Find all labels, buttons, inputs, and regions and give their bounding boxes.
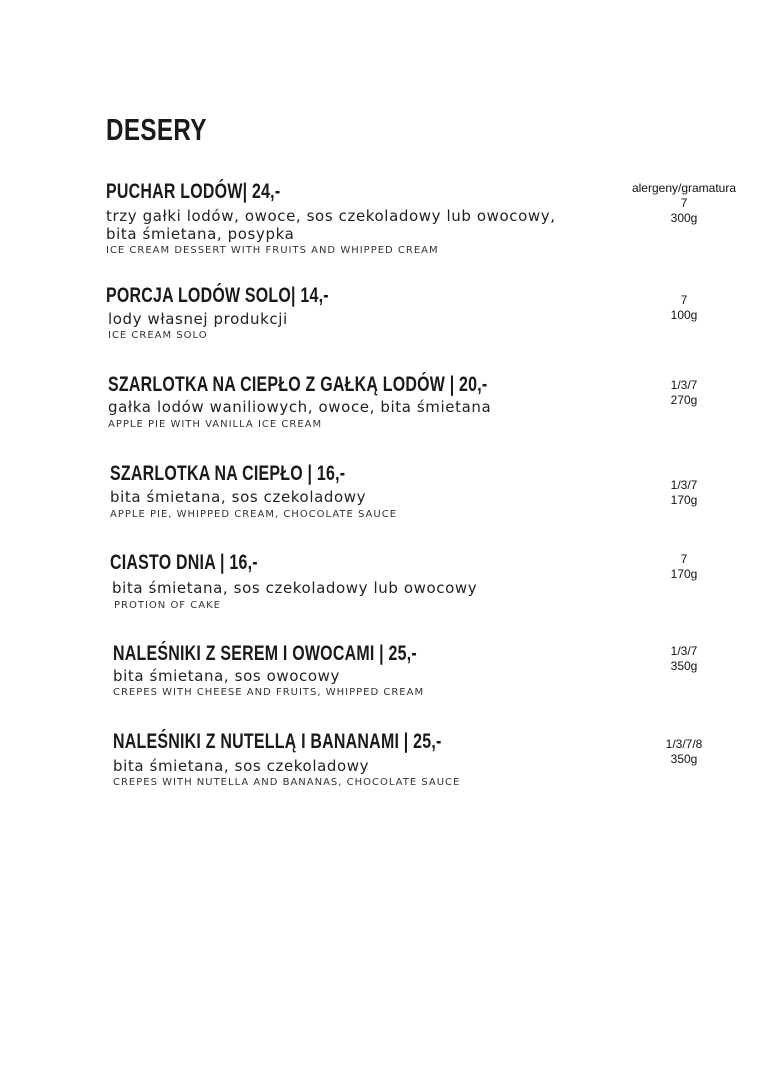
page-title: DESERY xyxy=(106,112,207,147)
item-english: ICE CREAM DESSERT WITH FRUITS AND WHIPPED CREAM xyxy=(106,245,439,256)
item-weight: 350g xyxy=(670,752,698,766)
item-description: bita śmietana, sos owocowy xyxy=(113,667,341,685)
item-description: bita śmietana, sos czekoladowy xyxy=(113,757,370,775)
item-meta xyxy=(619,293,749,323)
item-english: CREPES WITH CHEESE AND FRUITS, WHIPPED CREAM xyxy=(113,687,425,698)
item-meta xyxy=(619,378,749,408)
item-allergens: 7 xyxy=(680,552,688,566)
item-description: bita śmietana, sos czekoladowy xyxy=(110,488,367,506)
item-allergens: 1/3/7 xyxy=(670,378,698,392)
item-allergens: 1/3/7/8 xyxy=(665,737,703,751)
item-english: PROTION OF CAKE xyxy=(114,600,221,611)
item-weight: 350g xyxy=(670,659,698,673)
item-name: NALEŚNIKI Z SEREM I OWOCAMI | 25,- xyxy=(113,642,417,665)
item-english: CREPES WITH NUTELLA AND BANANAS, CHOCOLATE SAUCE xyxy=(113,777,461,788)
item-allergens: 7 xyxy=(680,196,688,210)
item-weight: 100g xyxy=(670,308,698,322)
item-english: APPLE PIE, WHIPPED CREAM, CHOCOLATE SAUCE xyxy=(110,509,398,520)
item-description: trzy gałki lodów, owoce, sos czekoladowy lub owocowy, bita śmietana, posypka xyxy=(106,207,556,243)
item-name: SZARLOTKA NA CIEPŁO | 16,- xyxy=(110,462,346,485)
item-name: PORCJA LODÓW SOLO| 14,- xyxy=(106,284,329,307)
item-name: PUCHAR LODÓW| 24,- xyxy=(106,180,281,203)
item-name: CIASTO DNIA | 16,- xyxy=(110,551,258,574)
item-english: ICE CREAM SOLO xyxy=(108,330,208,341)
item-weight: 170g xyxy=(670,493,698,507)
item-weight: 270g xyxy=(670,393,698,407)
item-name: NALEŚNIKI Z NUTELLĄ I BANANAMI | 25,- xyxy=(113,730,442,753)
item-description: gałka lodów waniliowych, owoce, bita śmietana xyxy=(108,398,492,416)
item-description: lody własnej produkcji xyxy=(108,310,288,328)
item-weight: 300g xyxy=(670,211,698,225)
item-description: bita śmietana, sos czekoladowy lub owocowy xyxy=(112,579,478,597)
item-meta xyxy=(619,196,749,226)
item-meta xyxy=(619,737,749,767)
item-meta xyxy=(619,478,749,508)
item-allergens: 1/3/7 xyxy=(670,478,698,492)
item-allergens: 1/3/7 xyxy=(670,644,698,658)
item-name: SZARLOTKA NA CIEPŁO Z GAŁKĄ LODÓW | 20,- xyxy=(108,373,488,396)
item-meta xyxy=(619,644,749,674)
item-english: APPLE PIE WITH VANILLA ICE CREAM xyxy=(108,419,323,430)
allergens-weight-header: alergeny/gramatura xyxy=(631,181,737,195)
item-allergens: 7 xyxy=(680,293,688,307)
item-weight: 170g xyxy=(670,567,698,581)
item-meta xyxy=(619,552,749,582)
